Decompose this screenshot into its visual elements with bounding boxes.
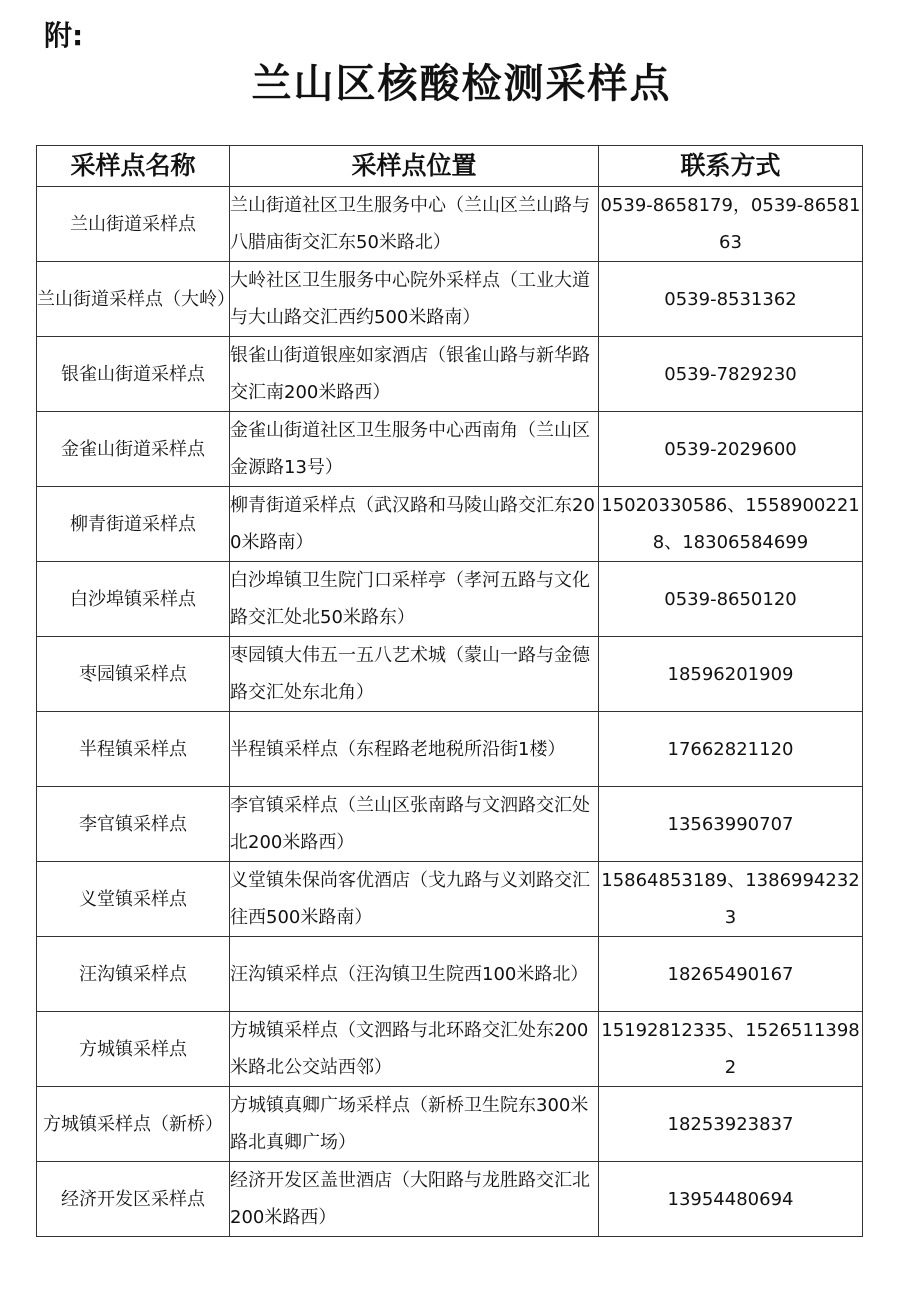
site-location-cell: 方城镇采样点（文泗路与北环路交汇处东200米路北公交站西邻） [230, 1012, 599, 1087]
contact-cell: 13563990707 [599, 787, 863, 862]
table-row [37, 1162, 863, 1237]
site-name-cell: 义堂镇采样点 [37, 862, 230, 937]
table-row [37, 787, 863, 862]
contact-cell: 13954480694 [599, 1162, 863, 1237]
site-name-cell: 李官镇采样点 [37, 787, 230, 862]
site-name-cell: 白沙埠镇采样点 [37, 562, 230, 637]
table-row [37, 412, 863, 487]
site-name-cell: 枣园镇采样点 [37, 637, 230, 712]
site-name-cell: 经济开发区采样点 [37, 1162, 230, 1237]
table-row [37, 1087, 863, 1162]
table-row [37, 487, 863, 562]
site-location-cell: 兰山街道社区卫生服务中心（兰山区兰山路与八腊庙街交汇东50米路北） [230, 187, 599, 262]
contact-cell: 0539-2029600 [599, 412, 863, 487]
sampling-sites-table [36, 145, 863, 1237]
site-name-cell: 兰山街道采样点（大岭） [37, 262, 230, 337]
site-location-cell: 大岭社区卫生服务中心院外采样点（工业大道与大山路交汇西约500米路南） [230, 262, 599, 337]
site-location-cell: 半程镇采样点（东程路老地税所沿街1楼） [230, 712, 599, 787]
contact-cell: 18596201909 [599, 637, 863, 712]
table-row [37, 337, 863, 412]
contact-cell: 18253923837 [599, 1087, 863, 1162]
site-name-cell: 金雀山街道采样点 [37, 412, 230, 487]
table-row [37, 187, 863, 262]
contact-cell: 0539-7829230 [599, 337, 863, 412]
contact-cell: 15192812335、15265113982 [599, 1012, 863, 1087]
site-location-cell: 白沙埠镇卫生院门口采样亭（孝河五路与文化路交汇处北50米路东） [230, 562, 599, 637]
site-location-cell: 银雀山街道银座如家酒店（银雀山路与新华路交汇南200米路西） [230, 337, 599, 412]
header-site-name: 采样点名称 [37, 146, 230, 187]
contact-cell: 18265490167 [599, 937, 863, 1012]
table-header-row [37, 146, 863, 187]
site-name-cell: 方城镇采样点（新桥） [37, 1087, 230, 1162]
site-location-cell: 金雀山街道社区卫生服务中心西南角（兰山区金源路13号） [230, 412, 599, 487]
site-location-cell: 枣园镇大伟五一五八艺术城（蒙山一路与金德路交汇处东北角） [230, 637, 599, 712]
site-location-cell: 方城镇真卿广场采样点（新桥卫生院东300米路北真卿广场） [230, 1087, 599, 1162]
table-row [37, 262, 863, 337]
site-location-cell: 汪沟镇采样点（汪沟镇卫生院西100米路北） [230, 937, 599, 1012]
header-contact: 联系方式 [599, 146, 863, 187]
site-name-cell: 银雀山街道采样点 [37, 337, 230, 412]
contact-cell: 0539-8650120 [599, 562, 863, 637]
site-location-cell: 经济开发区盖世酒店（大阳路与龙胜路交汇北200米路西） [230, 1162, 599, 1237]
page-title: 兰山区核酸检测采样点 [251, 61, 672, 107]
site-location-cell: 义堂镇朱保尚客优酒店（戈九路与义刘路交汇往西500米路南） [230, 862, 599, 937]
contact-cell: 15864853189、13869942323 [599, 862, 863, 937]
table-row [37, 1012, 863, 1087]
table-row [37, 637, 863, 712]
site-name-cell: 柳青街道采样点 [37, 487, 230, 562]
contact-cell: 0539-8658179，0539-8658163 [599, 187, 863, 262]
table-row [37, 712, 863, 787]
contact-cell: 15020330586、15589002218、18306584699 [599, 487, 863, 562]
contact-cell: 17662821120 [599, 712, 863, 787]
site-name-cell: 汪沟镇采样点 [37, 937, 230, 1012]
table-row [37, 562, 863, 637]
site-name-cell: 半程镇采样点 [37, 712, 230, 787]
site-location-cell: 柳青街道采样点（武汉路和马陵山路交汇东200米路南） [230, 487, 599, 562]
site-location-cell: 李官镇采样点（兰山区张南路与文泗路交汇处北200米路西） [230, 787, 599, 862]
annex-label: 附: [44, 19, 84, 52]
site-name-cell: 兰山街道采样点 [37, 187, 230, 262]
table-row [37, 937, 863, 1012]
header-site-location: 采样点位置 [230, 146, 599, 187]
site-name-cell: 方城镇采样点 [37, 1012, 230, 1087]
contact-cell: 0539-8531362 [599, 262, 863, 337]
table-row [37, 862, 863, 937]
